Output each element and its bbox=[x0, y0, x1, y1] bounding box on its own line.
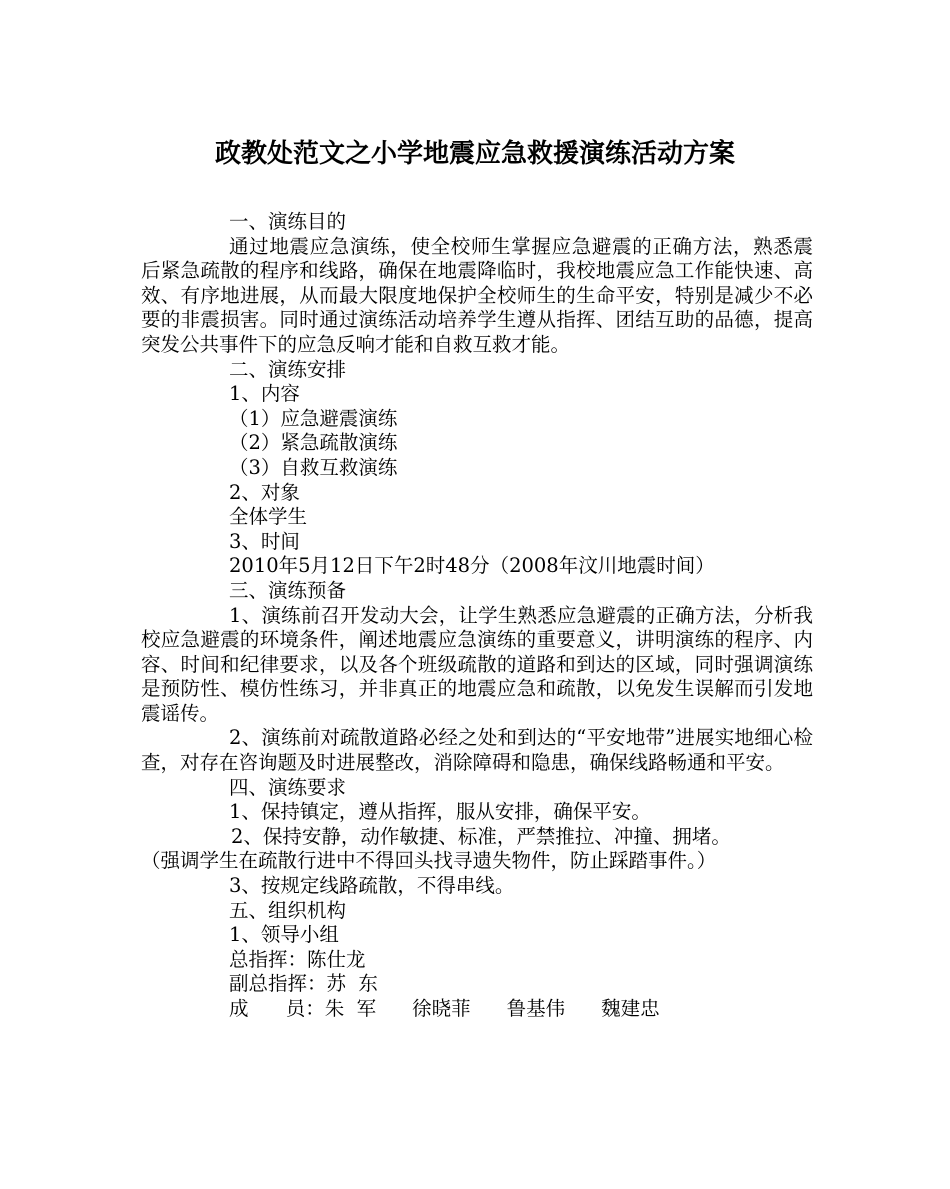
time-value: 2010年5月12日下午2时48分（2008年汶川地震时间） bbox=[229, 554, 715, 578]
leadership-group-heading: 1、领导小组 bbox=[229, 923, 339, 947]
requirement-2: 2、保持安静，动作敏捷、标准，严禁推拉、冲撞、拥堵。 bbox=[231, 824, 731, 848]
purpose-paragraph: 通过地震应急演练，使全校师生掌握应急避震的正确方法，熟悉震后紧急疏散的程序和线路，确保在地震降临时，我校地震应急工作能快速、高效、有序地进展，从而最大限度地保护全校师生的生命平安，特别是减少不必要的非震损害。同时通过演练活动培养学生遵从指挥、团结互助的品德，提高突发公共事件下的应急反响才能和自救互救才能。 bbox=[141, 234, 813, 356]
time-heading: 3、时间 bbox=[229, 529, 300, 553]
members-label: 成 员： bbox=[229, 997, 325, 1020]
target-value: 全体学生 bbox=[229, 505, 308, 529]
section-heading-arrangement: 二、演练安排 bbox=[229, 357, 347, 381]
requirement-2-note: （强调学生在疏散行进中不得回头找寻遗失物件，防止踩踏事件。） bbox=[141, 849, 717, 873]
section-heading-purpose: 一、演练目的 bbox=[229, 210, 347, 233]
member-name: 魏建忠 bbox=[601, 997, 660, 1020]
deputy-commander-line: 副总指挥：苏 东 bbox=[229, 972, 378, 996]
section-heading-requirements: 四、演练要求 bbox=[229, 775, 347, 799]
preparation-paragraph-2: 2、演练前对疏散道路必经之处和到达的“平安地带”进展实地细心检查，对存在咨询题及时进展整改，消除障碍和隐患，确保线路畅通和平安。 bbox=[141, 726, 813, 775]
requirement-1: 1、保持镇定，遵从指挥，服从安排，确保平安。 bbox=[229, 800, 651, 824]
preparation-paragraph-1: 1、演练前召开发动大会，让学生熟悉应急避震的正确方法，分析我校应急避震的环境条件，阐述地震应急演练的重要意义，讲明演练的程序、内容、时间和纪律要求，以及各个班级疏散的道路和到达的区域，同时强调演练是预防性、模仿性练习，并非真正的地震应急和疏散，以免发生误解而引发地震谣传。 bbox=[141, 603, 813, 725]
content-item-3: （3）自救互救演练 bbox=[229, 455, 398, 479]
requirement-3: 3、按规定线路疏散，不得串线。 bbox=[229, 874, 515, 898]
member-name: 鲁基伟 bbox=[506, 997, 566, 1020]
document-body bbox=[141, 210, 813, 1022]
content-item-2: （2）紧急疏散演练 bbox=[229, 431, 398, 455]
commander-line: 总指挥：陈仕龙 bbox=[229, 947, 366, 971]
target-heading: 2、对象 bbox=[229, 480, 300, 504]
section-heading-organization: 五、组织机构 bbox=[229, 898, 347, 922]
member-name: 徐晓菲 bbox=[412, 997, 471, 1020]
members-line bbox=[141, 997, 813, 1022]
content-heading: 1、内容 bbox=[229, 382, 300, 406]
member-name: 朱 军 bbox=[324, 997, 377, 1020]
section-heading-preparation: 三、演练预备 bbox=[229, 578, 347, 602]
document-title: 政教处范文之小学地震应急救援演练活动方案 bbox=[214, 139, 735, 169]
content-item-1: （1）应急避震演练 bbox=[229, 406, 398, 430]
